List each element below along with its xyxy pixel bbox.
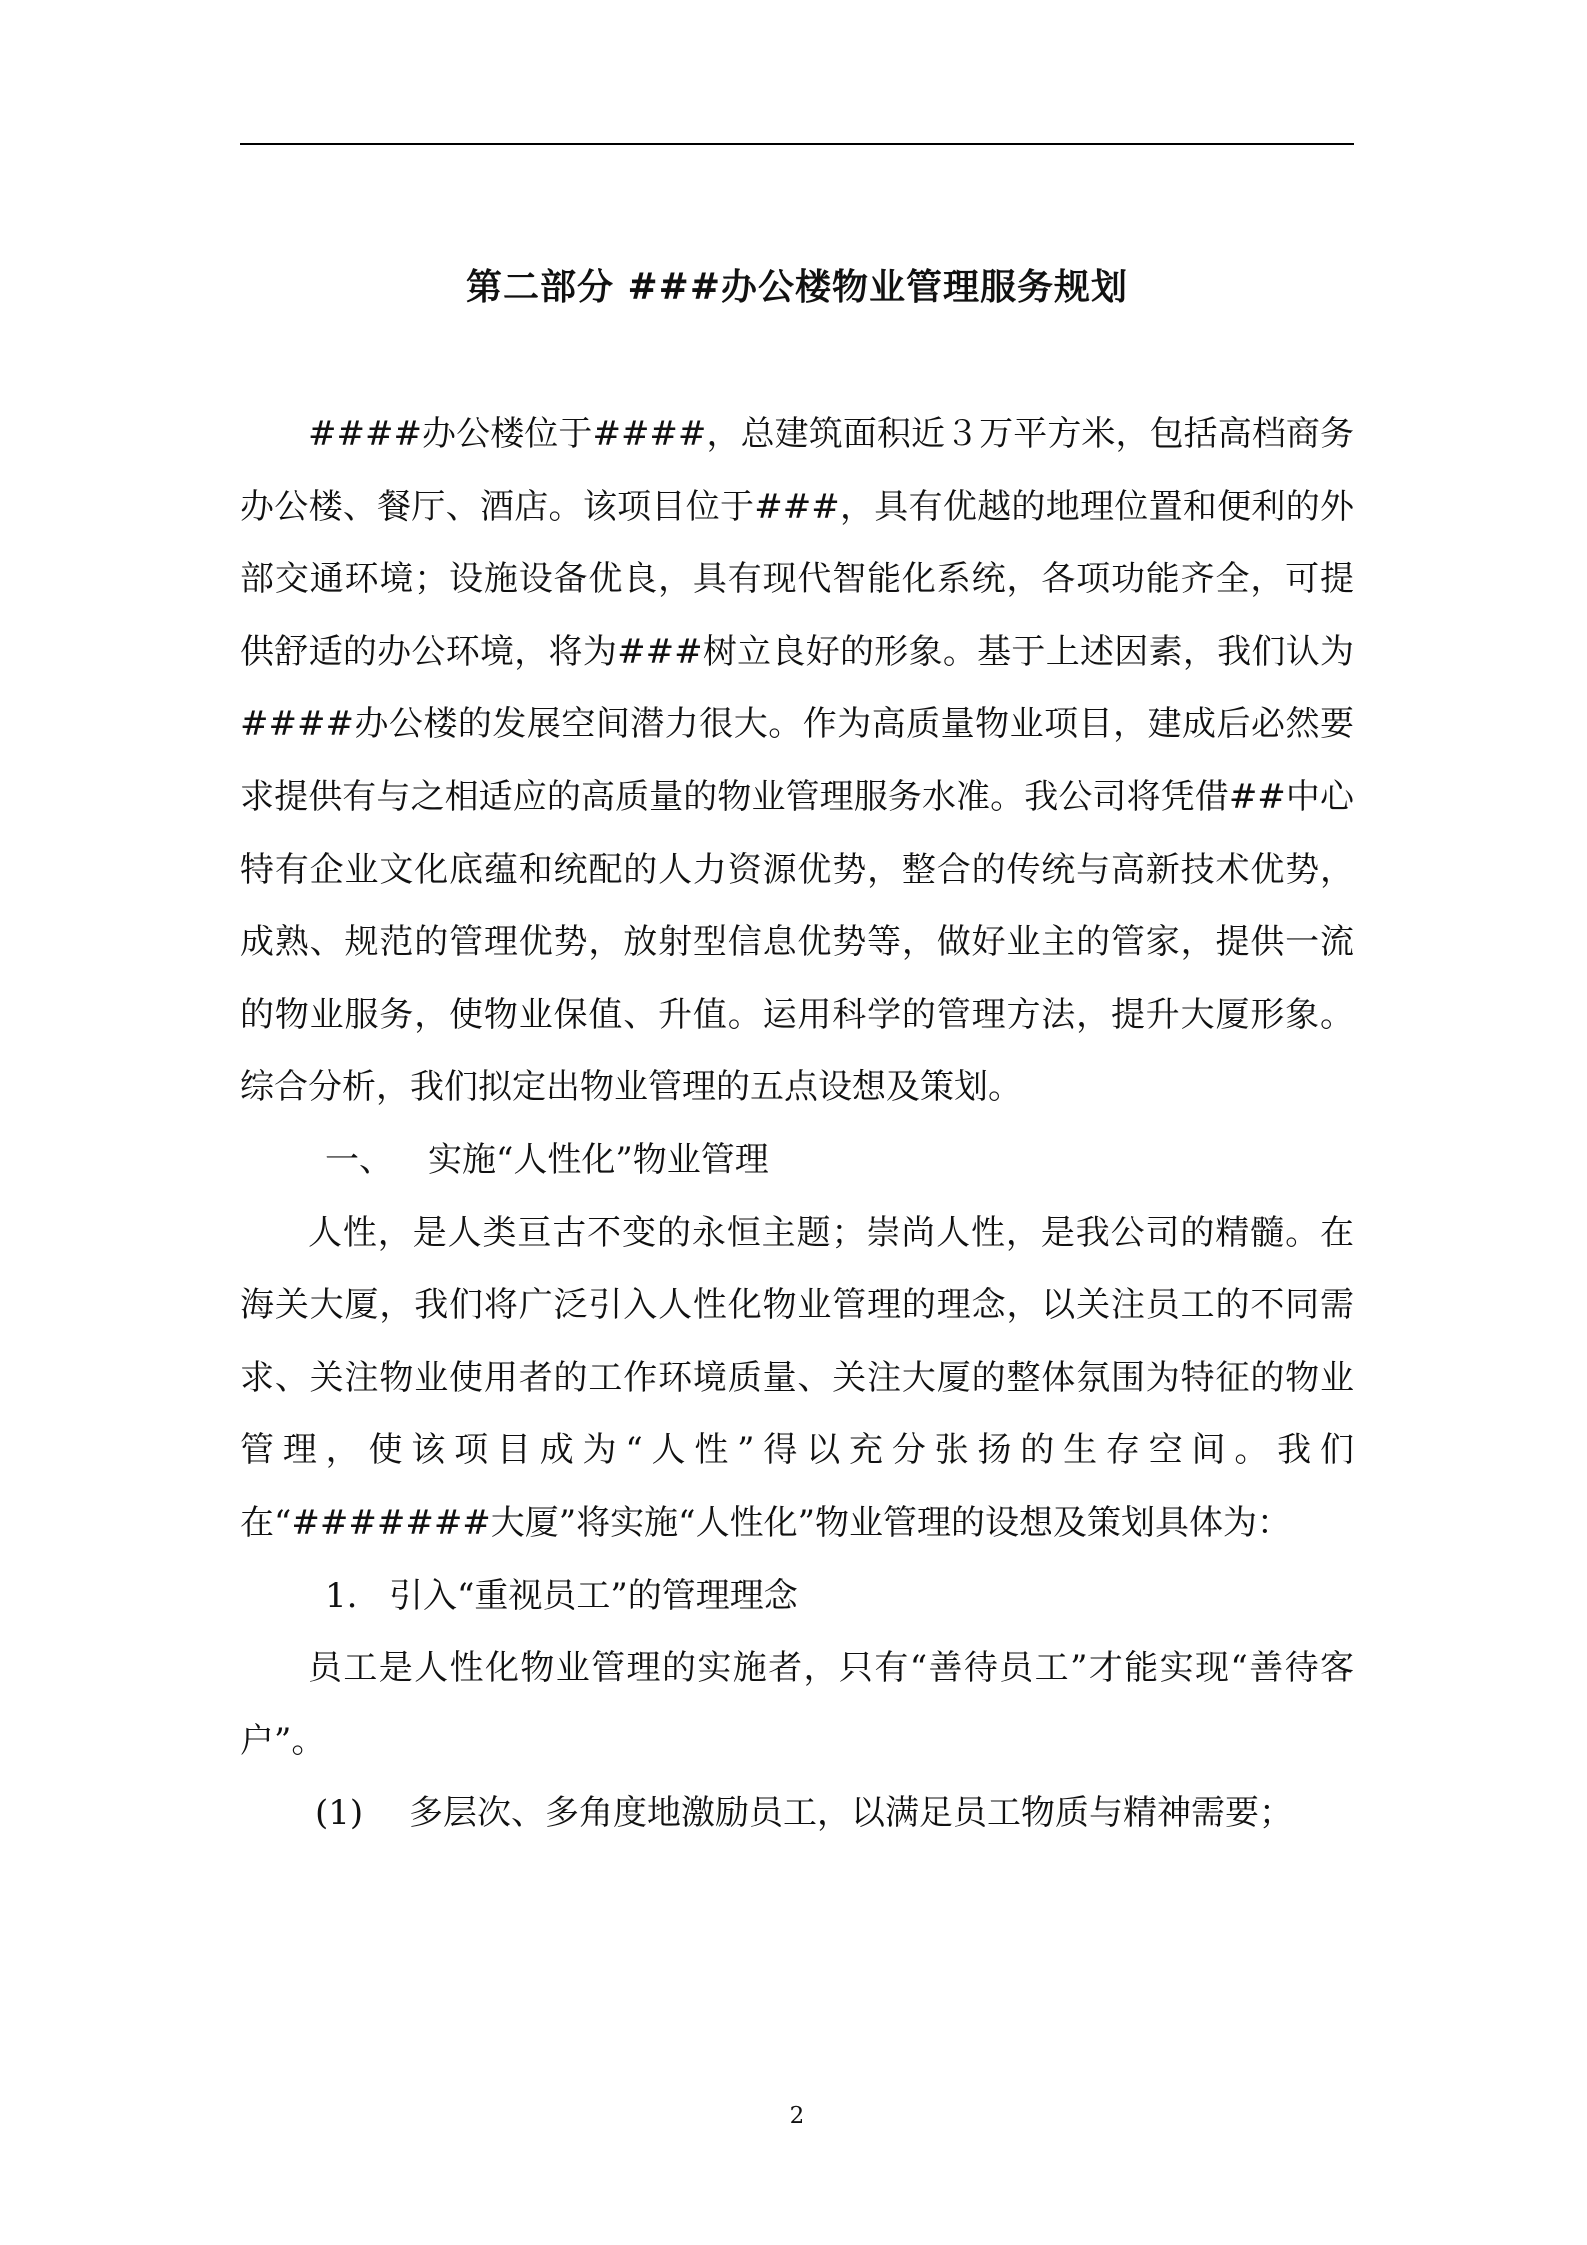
subsection-number: 1.: [325, 1575, 358, 1616]
section-heading-text: 实施“人性化”物业管理: [428, 1139, 769, 1180]
intro-paragraph: ####办公楼位于####，总建筑面积近３万平方米，包括高档商务办公楼、餐厅、酒店。该项目位于###，具有优越的地理位置和便利的外部交通环境；设施设备优良，具有现代智能化系统，各项功能齐全，可提供舒适的办公环境，将为###树立良好的形象。基于上述因素，我们认为####办公楼的发展空间潜力很大。作为高质量物业项目，建成后必然要求提供有与之相适应的高质量的物业管理服务水准。我公司将凭借##中心特有企业文化底蕴和统配的人力资源优势，整合的传统与高新技术优势，成熟、规范的管理优势，放射型信息优势等，做好业主的管家，提供一流的物业服务，使物业保值、升值。运用科学的管理方法，提升大厦形象。综合分析，我们拟定出物业管理的五点设想及策划。: [240, 414, 1354, 1108]
header-rule: [240, 143, 1354, 145]
list-item-text: 多层次、多角度地激励员工，以满足员工物质与精神需要；: [409, 1793, 1293, 1834]
subsection-1-paragraph: 员工是人性化物业管理的实施者，只有“善待员工”才能实现“善待客户”。: [240, 1648, 1354, 1761]
section-number: 一、: [325, 1139, 393, 1180]
section-heading-1: [240, 1124, 1354, 1197]
document-body: [240, 398, 1354, 1850]
section-1-paragraph: 人性，是人类亘古不变的永恒主题；崇尚人性，是我公司的精髓。在海关大厦，我们将广泛引入人性化物业管理的理念，以关注员工的不同需求、关注物业使用者的工作环境质量、关注大厦的整体氛围为特征的物业管理，使该项目成为“人性”得以充分张扬的生存空间。我们在“#######大厦”将实施“人性化”物业管理的设想及策划具体为：: [240, 1212, 1354, 1543]
page-number: 2: [789, 2103, 805, 2129]
list-item: [240, 1777, 1354, 1850]
list-item-number: (1): [315, 1793, 364, 1834]
subsection-heading-text: 引入“重视员工”的管理理念: [389, 1575, 798, 1616]
page-title: 第二部分 ###办公楼物业管理服务规划: [465, 266, 1129, 308]
subsection-heading-1: [240, 1560, 1354, 1633]
